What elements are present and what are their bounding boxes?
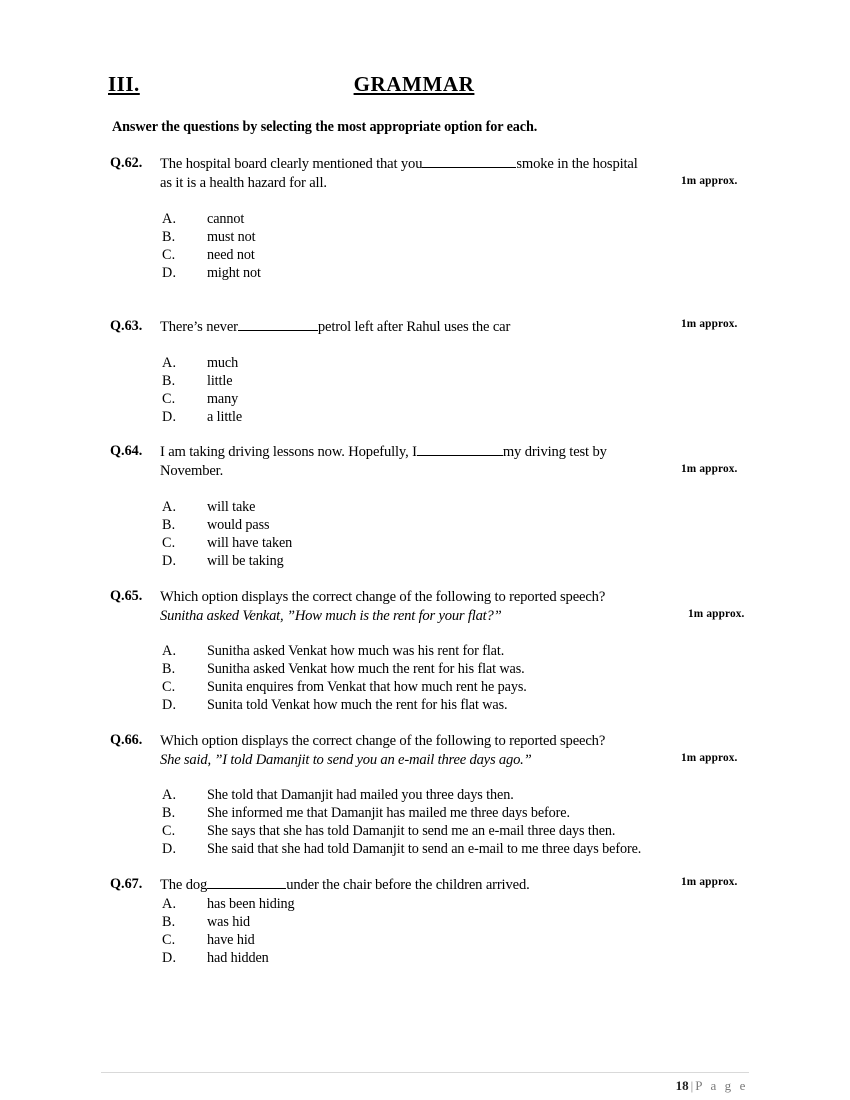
question-number: Q.64. <box>110 443 143 459</box>
marks-label: 1m approx. <box>681 318 738 330</box>
marks-label: 1m approx. <box>681 876 738 888</box>
question-head <box>110 155 738 193</box>
question-quote: Sunitha asked Venkat, ”How much is the rent for your flat?” <box>160 608 502 624</box>
question-number: Q.66. <box>110 732 143 748</box>
question-number: Q.65. <box>110 588 143 604</box>
question-block-64 <box>110 443 738 569</box>
question-body <box>160 155 738 193</box>
question-text-part-2: smoke in the hospital <box>516 156 638 172</box>
question-head <box>110 876 738 895</box>
options-list <box>162 210 730 282</box>
section-numeral: III. <box>108 72 140 96</box>
option-letter: A. <box>162 499 177 515</box>
question-body <box>160 318 738 337</box>
question-text-part-2: under the chair before the children arrived. <box>286 877 530 893</box>
options-list <box>162 498 730 570</box>
option-text: will take <box>207 499 256 515</box>
question-number: Q.63. <box>110 318 143 334</box>
option-letter: B. <box>162 517 176 533</box>
option-item[interactable] <box>162 390 730 408</box>
option-letter: D. <box>162 409 177 425</box>
option-text: She told that Damanjit had mailed you three days then. <box>207 787 514 803</box>
option-text: will be taking <box>207 553 284 569</box>
question-text-line <box>160 876 730 895</box>
option-text: would pass <box>207 517 270 533</box>
option-item[interactable] <box>162 678 730 696</box>
question-body <box>160 443 738 481</box>
question-text-line <box>160 443 730 462</box>
option-text: Sunitha asked Venkat how much was his rent for flat. <box>207 643 505 659</box>
question-text-line <box>160 155 730 174</box>
option-letter: B. <box>162 373 176 389</box>
option-item[interactable] <box>162 804 730 822</box>
option-letter: C. <box>162 932 176 948</box>
answer-blank <box>417 443 503 456</box>
option-letter: B. <box>162 229 176 245</box>
options-list <box>162 642 730 714</box>
question-text-part-1: The dog <box>160 877 208 893</box>
option-item[interactable] <box>162 642 730 660</box>
question-block-62 <box>110 155 738 281</box>
option-item[interactable] <box>162 931 730 949</box>
options-list <box>162 354 730 426</box>
question-text-part-1: I am taking driving lessons now. Hopefully, I <box>160 444 417 460</box>
option-letter: B. <box>162 805 176 821</box>
footer-divider <box>101 1072 749 1073</box>
option-letter: A. <box>162 643 177 659</box>
option-letter: B. <box>162 914 176 930</box>
option-letter: A. <box>162 355 177 371</box>
option-item[interactable] <box>162 408 730 426</box>
section-header <box>108 72 720 106</box>
option-letter: D. <box>162 841 177 857</box>
option-text: had hidden <box>207 950 269 966</box>
question-body <box>160 588 745 626</box>
option-text: She said that she had told Damanjit to send an e-mail to me three days before. <box>207 841 642 857</box>
option-letter: A. <box>162 211 177 227</box>
question-text-part-1: The hospital board clearly mentioned that you <box>160 156 423 172</box>
question-block-63 <box>110 318 738 425</box>
instruction-text: Answer the questions by selecting the most appropriate option for each. <box>112 119 538 135</box>
option-text: She informed me that Damanjit has mailed me three days before. <box>207 805 570 821</box>
option-text: have hid <box>207 932 255 948</box>
option-letter: C. <box>162 823 176 839</box>
option-text: need not <box>207 247 255 263</box>
option-letter: A. <box>162 896 177 912</box>
page-title: GRAMMAR <box>353 72 475 96</box>
marks-label: 1m approx. <box>681 175 738 187</box>
option-letter: D. <box>162 950 177 966</box>
option-text: cannot <box>207 211 245 227</box>
option-letter: C. <box>162 391 176 407</box>
question-head <box>110 588 745 626</box>
option-text: a little <box>207 409 243 425</box>
question-number: Q.62. <box>110 155 143 171</box>
footer-separator: | <box>690 1078 694 1093</box>
option-item[interactable] <box>162 949 730 967</box>
option-item[interactable] <box>162 552 730 570</box>
question-body <box>160 732 738 770</box>
footer-page-label: P a g e <box>695 1078 748 1093</box>
option-letter: C. <box>162 535 176 551</box>
option-text: little <box>207 373 233 389</box>
option-letter: A. <box>162 787 177 803</box>
answer-blank <box>238 318 318 331</box>
question-block-67 <box>110 876 738 966</box>
option-item[interactable] <box>162 354 730 372</box>
option-item[interactable] <box>162 913 730 931</box>
question-text-part-1: There’s never <box>160 319 238 335</box>
option-text: many <box>207 391 239 407</box>
option-item[interactable] <box>162 210 730 228</box>
option-letter: D. <box>162 553 177 569</box>
option-item[interactable] <box>162 516 730 534</box>
option-item[interactable] <box>162 246 730 264</box>
answer-blank <box>422 155 516 168</box>
question-text-line-2: as it is a health hazard for all. <box>160 175 327 191</box>
question-prompt: Which option displays the correct change of the following to reported speech? <box>160 733 606 749</box>
option-text: She says that she has told Damanjit to send me an e-mail three days then. <box>207 823 616 839</box>
option-item[interactable] <box>162 895 730 913</box>
question-quote: She said, ”I told Damanjit to send you an e-mail three days ago.” <box>160 752 532 768</box>
options-list <box>162 895 730 967</box>
question-number: Q.67. <box>110 876 143 892</box>
footer <box>676 1078 748 1094</box>
question-prompt: Which option displays the correct change of the following to reported speech? <box>160 589 606 605</box>
option-text: has been hiding <box>207 896 295 912</box>
question-text-part-2: petrol left after Rahul uses the car <box>317 319 511 335</box>
option-text: Sunita enquires from Venkat that how much rent he pays. <box>207 679 527 695</box>
page-number: 18 <box>675 1078 689 1093</box>
option-item[interactable] <box>162 498 730 516</box>
options-list <box>162 786 730 858</box>
question-head <box>110 732 738 770</box>
question-text-part-2: my driving test by <box>502 444 607 460</box>
answer-blank <box>207 876 286 889</box>
marks-label: 1m approx. <box>681 752 738 764</box>
option-item[interactable] <box>162 534 730 552</box>
marks-label: 1m approx. <box>681 463 738 475</box>
option-text: Sunita told Venkat how much the rent for his flat was. <box>207 697 508 713</box>
option-text: was hid <box>207 914 251 930</box>
option-letter: D. <box>162 265 177 281</box>
option-text: might not <box>207 265 261 281</box>
option-letter: B. <box>162 661 176 677</box>
option-item[interactable] <box>162 228 730 246</box>
option-text: much <box>207 355 239 371</box>
option-item[interactable] <box>162 840 730 858</box>
option-item[interactable] <box>162 660 730 678</box>
option-item[interactable] <box>162 786 730 804</box>
question-block-66 <box>110 732 738 857</box>
question-body <box>160 876 738 895</box>
question-block-65 <box>110 588 745 713</box>
option-item[interactable] <box>162 264 730 282</box>
question-text-line-2: November. <box>160 463 224 479</box>
option-item[interactable] <box>162 822 730 840</box>
marks-label: 1m approx. <box>688 608 745 620</box>
question-head <box>110 443 738 481</box>
question-text-line <box>160 318 730 337</box>
option-text: will have taken <box>207 535 293 551</box>
option-letter: C. <box>162 679 176 695</box>
option-item[interactable] <box>162 696 730 714</box>
question-head <box>110 318 738 337</box>
option-item[interactable] <box>162 372 730 390</box>
option-text: Sunitha asked Venkat how much the rent for his flat was. <box>207 661 525 677</box>
option-letter: C. <box>162 247 176 263</box>
option-letter: D. <box>162 697 177 713</box>
option-text: must not <box>207 229 256 245</box>
